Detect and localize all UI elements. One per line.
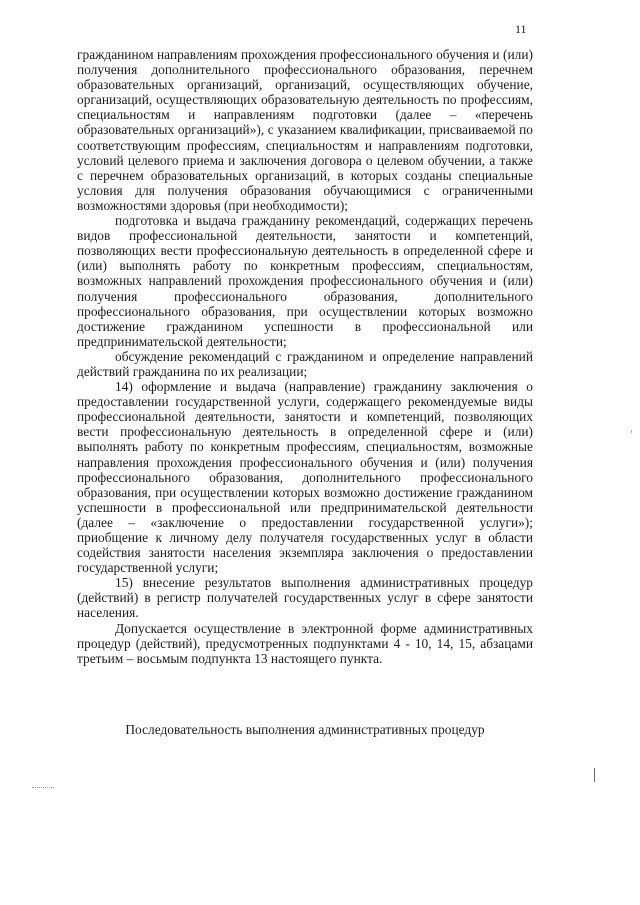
section-heading: Последовательность выполнения административных процедур [125, 722, 485, 737]
body-text [77, 47, 533, 666]
scan-artifact-dots [32, 787, 54, 788]
paragraph-item-15: 15) внесение результатов выполнения административных процедур (действий) в регистр получателей государственных услуг в сфере занятости населения. [77, 575, 533, 621]
scan-artifact-dot [631, 430, 632, 433]
paragraph-recommendations: подготовка и выдача гражданину рекомендаций, содержащих перечень видов профессиональной деятельности, занятости и компетенций, позволяющих вести профессиональную деятельность в определенной сфере и (или) выполнять работу по конкретным профессиям, специальностям, возможных направлений прохождения профессионального обучения и (или) получения профессионального образования, дополнительного профессионального образования, при осуществлении которых возможно достижение гражданином успешности в профессиональной или предпринимательской деятельности; [77, 213, 533, 349]
page-number: 11 [515, 22, 527, 36]
scan-artifact-line [594, 768, 595, 782]
paragraph-discussion: обсуждение рекомендаций с гражданином и определение направлений действий гражданина по их реализации; [77, 348, 533, 379]
paragraph-electronic-form: Допускается осуществление в электронной форме административных процедур (действий), предусмотренных подпунктами 4 - 10, 14, 15, абзацами третьим – восьмым подпункта 13 настоящего пункта. [77, 620, 533, 666]
paragraph-continuation: гражданином направлениям прохождения профессионального обучения и (или) получения дополнительного профессионального образования, перечнем образовательных организаций, организаций, осуществляющих обучение, организаций, осуществляющих образовательную деятельность по профессиям, специальностям и направлениям подготовки (далее – «перечень образовательных организаций»), с указанием квалификации, присваиваемой по соответствующим профессиям, специальностям и направлениям подготовки, условий целевого приема и заключения договора о целевом обучении, а также с перечнем образовательных организаций, в которых созданы специальные условия для получения образования обучающимися с ограниченными возможностями здоровья (при необходимости); [77, 47, 533, 213]
paragraph-item-14: 14) оформление и выдача (направление) гражданину заключения о предоставлении государственной услуги, содержащего рекомендуемые виды профессиональной деятельности, занятости и компетенций, позволяющих вести профессиональную деятельность в определенной сфере и (или) выполнять работу по конкретным профессиям, специальностям, возможные направления прохождения профессионального обучения и (или) получения профессионального образования, дополнительного профессионального образования, при осуществлении которых возможно достижение гражданином успешности в профессиональной или предпринимательской деятельности (далее – «заключение о предоставлении государственной услуги»); приобщение к личному делу получателя государственных услуг в области содействия занятости населения экземпляра заключения о предоставлении государственной услуги; [77, 379, 533, 576]
